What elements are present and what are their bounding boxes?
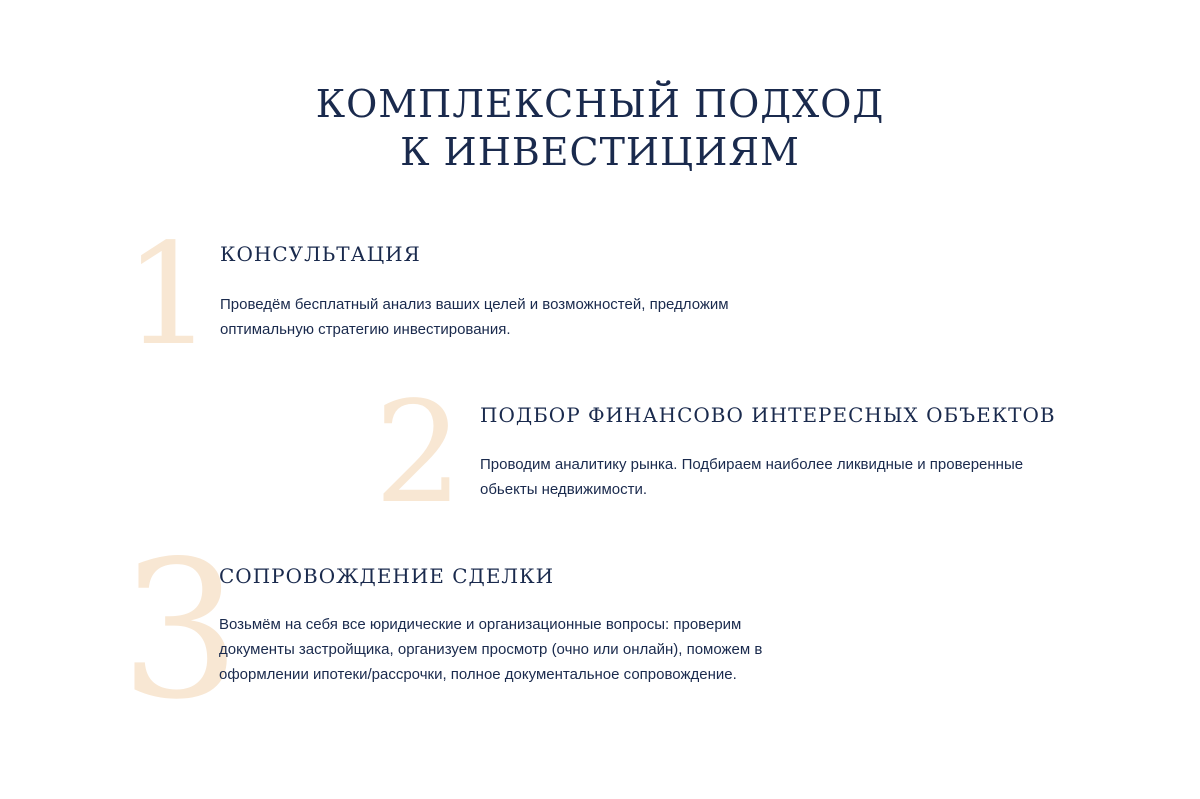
step-description: Возьмём на себя все юридические и организационные вопросы: проверим документы застройщика, организуем просмотр (очно или онлайн), поможем в оформлении ипотеки/рассрочки, полное документальное сопровождение.	[219, 616, 763, 683]
step-description: Проводим аналитику рынка. Подбираем наиболее ликвидные и проверенные обьекты недвижимости.	[480, 456, 1024, 498]
step-title: КОНСУЛЬТАЦИЯ	[220, 242, 421, 266]
step-number: 1	[124, 214, 214, 377]
page-title-line-1: КОМПЛЕКСНЫЙ ПОДХОД	[315, 82, 885, 126]
step-title: СОПРОВОЖДЕНИЕ СДЕЛКИ	[219, 564, 555, 588]
step-number: 3	[120, 520, 241, 741]
page-title-line-2: К ИНВЕСТИЦИЯМ	[400, 130, 800, 174]
step-title: ПОДБОР ФИНАНСОВО ИНТЕРЕСНЫХ ОБЪЕКТОВ	[480, 403, 1056, 427]
step-description: Проведём бесплатный анализ ваших целей и возможностей, предложим оптимальную стратегию инвестирования.	[220, 296, 729, 338]
page-title	[0, 80, 1200, 176]
step-number: 2	[374, 372, 464, 535]
